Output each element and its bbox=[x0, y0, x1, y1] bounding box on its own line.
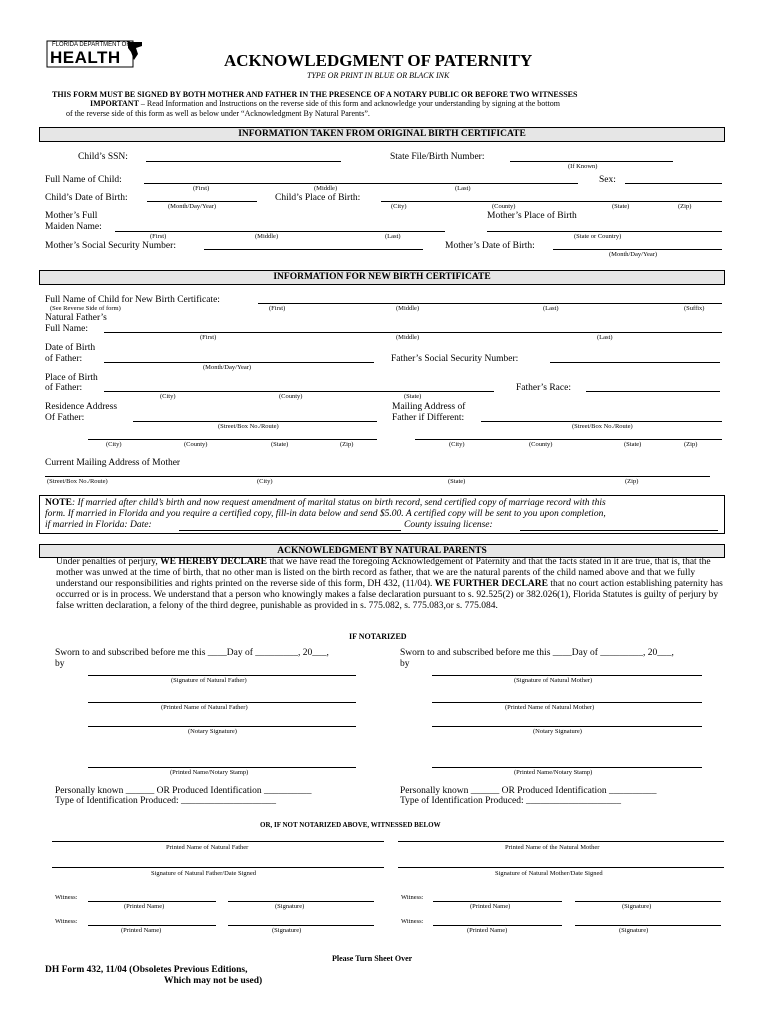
notary-stamp-left-caption: (Printed Name/Notary Stamp) bbox=[170, 769, 249, 776]
mother-address-label: Current Mailing Address of Mother bbox=[45, 458, 181, 468]
father-printed-field[interactable] bbox=[88, 702, 356, 703]
sex-label: Sex: bbox=[599, 175, 616, 185]
notary-stamp-right-field[interactable] bbox=[432, 767, 702, 768]
sig-father-caption: (Signature of Natural Father) bbox=[171, 677, 247, 684]
child-pob-field[interactable] bbox=[381, 201, 722, 202]
witness-1r-sig-field[interactable] bbox=[575, 901, 721, 902]
last-caption-3: (Last) bbox=[543, 305, 559, 312]
note-box bbox=[39, 495, 725, 534]
father-ssn-field[interactable] bbox=[550, 362, 720, 363]
father-pob-label-2: of Father: bbox=[45, 383, 83, 393]
zip-caption: (Zip) bbox=[678, 203, 692, 210]
middle-caption-2: (Middle) bbox=[255, 233, 279, 240]
witness-1l-sig-caption: (Signature) bbox=[275, 903, 305, 910]
last-caption-2: (Last) bbox=[385, 233, 401, 240]
father-ssn-label: Father’s Social Security Number: bbox=[391, 354, 519, 364]
witness-2l-name-field[interactable] bbox=[88, 925, 216, 926]
notary-stamp-right-caption: (Printed Name/Notary Stamp) bbox=[514, 769, 593, 776]
city-caption: (City) bbox=[391, 203, 407, 210]
sd-father-field[interactable] bbox=[52, 867, 384, 868]
mother-dob-label: Mother’s Date of Birth: bbox=[445, 241, 535, 251]
id-type-left: Type of Identification Produced: ____________________ bbox=[55, 796, 276, 806]
mother-ssn-field[interactable] bbox=[204, 249, 423, 250]
witness-2r-sig-field[interactable] bbox=[575, 925, 721, 926]
sig-mother-caption: (Signature of Natural Mother) bbox=[514, 677, 593, 684]
father-race-field[interactable] bbox=[586, 391, 720, 392]
form-subtitle: TYPE OR PRINT IN BLUE OR BLACK INK bbox=[307, 71, 450, 80]
mailing-street-field[interactable] bbox=[481, 421, 722, 422]
pn-mother-caption: Printed Name of the Natural Mother bbox=[505, 844, 600, 851]
notary-sig-right-caption: (Notary Signature) bbox=[533, 728, 582, 735]
last-caption: (Last) bbox=[455, 185, 471, 192]
note-line-3a: if married in Florida: Date: bbox=[45, 520, 152, 530]
last-caption-4: (Last) bbox=[597, 334, 613, 341]
witness-2r-name-caption: (Printed Name) bbox=[467, 927, 508, 934]
witness-1l-sig-field[interactable] bbox=[228, 901, 374, 902]
city-caption-2: (City) bbox=[160, 393, 176, 400]
by-left: by bbox=[55, 659, 65, 669]
marriage-date-field[interactable] bbox=[179, 530, 401, 531]
section-acknowledgment: ACKNOWLEDGMENT BY NATURAL PARENTS bbox=[39, 544, 725, 558]
state-caption-5: (State) bbox=[448, 478, 466, 485]
note-line-3b: County issuing license: bbox=[404, 520, 493, 530]
childs-ssn-field[interactable] bbox=[146, 161, 341, 162]
instruction-line-2: IMPORTANT – Read Information and Instructions on the reverse side of this form and acknowledge your understanding by signing at the bottom bbox=[90, 99, 560, 108]
new-name-label: Full Name of Child for New Birth Certificate: bbox=[45, 295, 220, 305]
street-caption-3: (Street/Box No./Route) bbox=[47, 478, 108, 485]
note-line-1: NOTE: If married after child’s birth and now request amendment of marital status on birth record, send certified copy of marriage record with this bbox=[45, 498, 606, 508]
mother-pob-label: Mother’s Place of Birth bbox=[487, 211, 577, 221]
state-file-field[interactable] bbox=[510, 161, 673, 162]
mdy-caption-3: (Month/Day/Year) bbox=[203, 364, 252, 371]
witness-label-2r: Witness: bbox=[401, 918, 424, 925]
sd-mother-field[interactable] bbox=[398, 867, 724, 868]
mother-signature-field[interactable] bbox=[432, 675, 702, 676]
state-caption-2: (State) bbox=[404, 393, 422, 400]
mdy-caption-2: (Month/Day/Year) bbox=[609, 251, 658, 258]
middle-caption: (Middle) bbox=[314, 185, 338, 192]
mother-dob-field[interactable] bbox=[553, 249, 722, 250]
middle-caption-4: (Middle) bbox=[396, 334, 420, 341]
state-caption-4: (State) bbox=[624, 441, 642, 448]
section-new-birth-cert: INFORMATION FOR NEW BIRTH CERTIFICATE bbox=[39, 270, 725, 285]
street-caption-2: (Street/Box No./Route) bbox=[572, 423, 633, 430]
county-caption-3: (County) bbox=[184, 441, 208, 448]
personally-known-left: Personally known ______ OR Produced Identification __________ bbox=[55, 786, 312, 796]
child-pob-label: Child’s Place of Birth: bbox=[275, 193, 361, 203]
witness-2l-sig-field[interactable] bbox=[228, 925, 374, 926]
father-name-field[interactable] bbox=[104, 332, 722, 333]
notary-stamp-left-field[interactable] bbox=[88, 767, 356, 768]
see-reverse-caption: (See Reverse Side of form) bbox=[50, 305, 121, 312]
maiden-name-label: Maiden Name: bbox=[45, 222, 102, 232]
logo-health-text: HEALTH bbox=[50, 48, 121, 67]
father-pob-label-1: Place of Birth bbox=[45, 373, 98, 383]
county-caption-4: (County) bbox=[529, 441, 553, 448]
mailing-city-field[interactable] bbox=[415, 439, 722, 440]
personally-known-right: Personally known ______ OR Produced Identification __________ bbox=[400, 786, 657, 796]
witness-1r-name-field[interactable] bbox=[433, 901, 562, 902]
pn-father-field[interactable] bbox=[52, 841, 384, 842]
zip-caption-4: (Zip) bbox=[684, 441, 698, 448]
form-number-2: Which may not be used) bbox=[164, 976, 263, 986]
child-dob-field[interactable] bbox=[147, 201, 257, 202]
sex-field[interactable] bbox=[625, 183, 722, 184]
maiden-name-field[interactable] bbox=[115, 231, 445, 232]
witness-1l-name-caption: (Printed Name) bbox=[124, 903, 165, 910]
residence-street-field[interactable] bbox=[133, 421, 377, 422]
witness-2r-name-field[interactable] bbox=[433, 925, 562, 926]
middle-caption-3: (Middle) bbox=[396, 305, 420, 312]
id-type-right: Type of Identification Produced: ____________________ bbox=[400, 796, 621, 806]
state-caption-3: (State) bbox=[271, 441, 289, 448]
first-caption-2: (First) bbox=[150, 233, 167, 240]
first-caption-4: (First) bbox=[200, 334, 217, 341]
mother-address-field[interactable] bbox=[45, 476, 710, 477]
form-title: ACKNOWLEDGMENT OF PATERNITY bbox=[224, 51, 533, 70]
witness-1l-name-field[interactable] bbox=[88, 901, 216, 902]
state-country-caption: (State or Country) bbox=[574, 233, 622, 240]
father-dob-label-1: Date of Birth bbox=[45, 343, 96, 353]
witness-label-2l: Witness: bbox=[55, 918, 78, 925]
city-caption-4: (City) bbox=[449, 441, 465, 448]
child-dob-label: Child’s Date of Birth: bbox=[45, 193, 128, 203]
county-caption-2: (County) bbox=[279, 393, 303, 400]
witness-label-1l: Witness: bbox=[55, 894, 78, 901]
father-dob-label-2: of Father: bbox=[45, 354, 83, 364]
new-name-field[interactable] bbox=[258, 303, 722, 304]
logo-dept-text: FLORIDA DEPARTMENT OF bbox=[52, 42, 131, 48]
residence-city-field[interactable] bbox=[88, 439, 377, 440]
section-original-birth-cert: INFORMATION TAKEN FROM ORIGINAL BIRTH CERTIFICATE bbox=[39, 127, 725, 142]
zip-caption-5: (Zip) bbox=[625, 478, 639, 485]
sworn-left: Sworn to and subscribed before me this ____Day of _________, 20___, bbox=[55, 648, 329, 658]
if-known-caption: (If Known) bbox=[568, 163, 598, 170]
mailing-label-1: Mailing Address of bbox=[392, 402, 466, 412]
residence-label-2: Of Father: bbox=[45, 413, 85, 423]
not-notarized-heading: OR, IF NOT NOTARIZED ABOVE, WITNESSED BELOW bbox=[260, 821, 441, 829]
state-file-label: State File/Birth Number: bbox=[390, 152, 485, 162]
mother-printed-field[interactable] bbox=[432, 702, 702, 703]
father-name-label-2: Full Name: bbox=[45, 324, 89, 334]
mother-pob-field[interactable] bbox=[487, 231, 722, 232]
childs-ssn-label: Child’s SSN: bbox=[78, 152, 128, 162]
pn-father-caption: Printed Name of Natural Father bbox=[166, 844, 249, 851]
witness-2l-name-caption: (Printed Name) bbox=[121, 927, 162, 934]
residence-label-1: Residence Address bbox=[45, 402, 118, 412]
witness-2r-sig-caption: (Signature) bbox=[619, 927, 649, 934]
city-caption-3: (City) bbox=[106, 441, 122, 448]
father-race-label: Father’s Race: bbox=[516, 383, 571, 393]
turn-sheet-text: Please Turn Sheet Over bbox=[332, 954, 413, 963]
notary-sig-left-caption: (Notary Signature) bbox=[188, 728, 237, 735]
instruction-line-1: THIS FORM MUST BE SIGNED BY BOTH MOTHER AND FATHER IN THE PRESENCE OF A NOTARY PUBLIC OR BEFORE TWO WITNESSES bbox=[52, 90, 578, 99]
sd-mother-caption: Signature of Natural Mother/Date Signed bbox=[495, 870, 603, 877]
witness-1r-name-caption: (Printed Name) bbox=[470, 903, 511, 910]
instruction-line-3: of the reverse side of this form as well as below under “Acknowledgment By Natural Parents”. bbox=[66, 109, 370, 118]
sd-father-caption: Signature of Natural Father/Date Signed bbox=[151, 870, 257, 877]
printed-father-caption: (Printed Name of Natural Father) bbox=[161, 704, 248, 711]
notary-sig-right-field[interactable] bbox=[432, 726, 702, 727]
if-notarized-heading: IF NOTARIZED bbox=[349, 632, 407, 641]
mailing-label-2: Father if Different: bbox=[392, 413, 465, 423]
first-caption: (First) bbox=[193, 185, 210, 192]
notary-sig-left-field[interactable] bbox=[88, 726, 356, 727]
witness-1r-sig-caption: (Signature) bbox=[622, 903, 652, 910]
printed-mother-caption: (Printed Name of Natural Mother) bbox=[505, 704, 595, 711]
mdy-caption: (Month/Day/Year) bbox=[168, 203, 217, 210]
father-name-label-1: Natural Father’s bbox=[45, 313, 107, 323]
witness-label-1r: Witness: bbox=[401, 894, 424, 901]
father-pob-field[interactable] bbox=[104, 391, 494, 392]
florida-health-logo bbox=[46, 40, 136, 68]
mother-ssn-label: Mother’s Social Security Number: bbox=[45, 241, 176, 251]
state-caption: (State) bbox=[612, 203, 630, 210]
mother-full-label: Mother’s Full bbox=[45, 211, 98, 221]
sworn-right: Sworn to and subscribed before me this ____Day of _________, 20___, bbox=[400, 648, 674, 658]
father-signature-field[interactable] bbox=[88, 675, 356, 676]
street-caption: (Street/Box No./Route) bbox=[218, 423, 279, 430]
child-full-name-label: Full Name of Child: bbox=[45, 175, 122, 185]
by-right: by bbox=[400, 659, 410, 669]
form-number: DH Form 432, 11/04 (Obsoletes Previous Editions, bbox=[45, 965, 248, 975]
city-caption-5: (City) bbox=[257, 478, 273, 485]
pn-mother-field[interactable] bbox=[398, 841, 724, 842]
zip-caption-3: (Zip) bbox=[340, 441, 354, 448]
witness-2l-sig-caption: (Signature) bbox=[272, 927, 302, 934]
father-dob-field[interactable] bbox=[104, 362, 374, 363]
county-caption: (County) bbox=[492, 203, 516, 210]
county-license-field[interactable] bbox=[520, 530, 718, 531]
note-line-2: form. If married in Florida and you require a certified copy, fill-in data below and send $5.00. A certified copy will be sent to you upon completion, bbox=[45, 509, 606, 519]
declaration-paragraph: Under penalties of perjury, WE HEREBY DECLARE that we have read the foregoing Acknowledgement of Paternity and that the facts stated in it are true, that is, that the mother was unwed at the time of birth, that no other man is listed on the birth record as father, that we are the natural parents of the child named above and that we fully understand our responsibilities and rights printed on the reverse side of this form, DH 432, (11/04). WE FURTHER DECLARE that no court action establishing paternity has occurred or is in process. We understand that a person who knowingly makes a false declaration pursuant to s. 92.525(2) or 382.026(1), Florida Statutes is guilty of perjury by false written declaration, a felony of the third degree, punishable as provided in s. 775.082, s. 775.083,or s. 775.084. bbox=[56, 557, 723, 611]
child-full-name-field[interactable] bbox=[144, 183, 578, 184]
suffix-caption: (Suffix) bbox=[684, 305, 705, 312]
first-caption-3: (First) bbox=[269, 305, 286, 312]
